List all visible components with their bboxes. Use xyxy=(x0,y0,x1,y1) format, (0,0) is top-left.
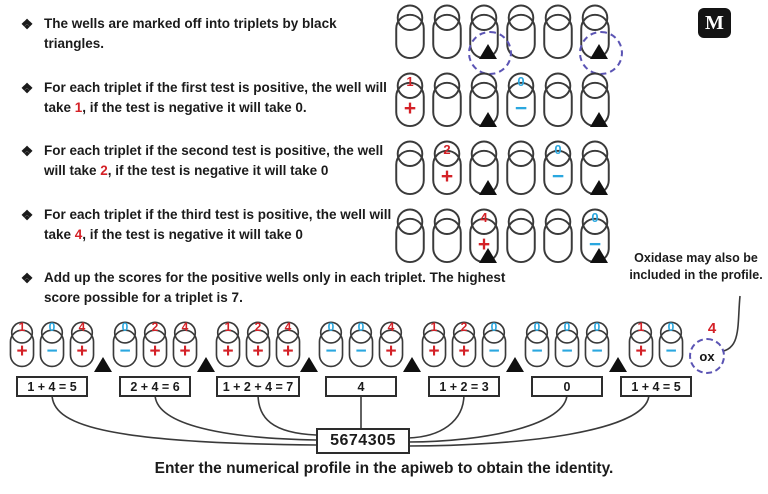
triplet-wells xyxy=(523,318,611,372)
connector-group1 xyxy=(52,394,316,445)
well-score: 0 xyxy=(554,142,562,157)
instruction-text: Add up the scores for the positive wells only in each triplet. The highest score possible for a triplet is 7. xyxy=(44,270,506,306)
triplet-group xyxy=(317,318,405,397)
well-sign: − xyxy=(561,341,573,362)
well-sign: − xyxy=(531,341,543,362)
well-sign: + xyxy=(252,341,264,362)
well-score: 1 xyxy=(406,74,414,89)
test-well xyxy=(347,318,375,372)
connector-group7 xyxy=(408,394,649,446)
test-well xyxy=(111,318,139,372)
test-well xyxy=(317,318,345,372)
demo-row xyxy=(393,140,612,197)
bullet-diamond-icon: ❖ xyxy=(20,79,34,96)
oxidase-score: 4 xyxy=(707,320,717,337)
test-well xyxy=(657,318,685,372)
triplet-group xyxy=(214,318,302,397)
well-score: 4 xyxy=(284,320,292,334)
test-well xyxy=(627,318,655,372)
well-sign: − xyxy=(355,341,367,362)
triplet-wells xyxy=(111,318,199,372)
oxidase-note: Oxidase may also be included in the profile. xyxy=(629,251,763,282)
triplet-sum-box: 4 xyxy=(325,376,397,397)
test-well xyxy=(541,208,575,265)
triplet-marker-triangle xyxy=(300,357,318,372)
test-well xyxy=(541,140,575,197)
demo-row xyxy=(393,208,612,265)
test-well xyxy=(171,318,199,372)
connector-group5 xyxy=(408,394,464,438)
well-shape xyxy=(541,4,575,61)
well-shape xyxy=(393,4,427,61)
well-sign: + xyxy=(282,341,294,362)
test-well xyxy=(553,318,581,372)
triplet-sum-box: 1 + 4 = 5 xyxy=(620,376,692,397)
test-well xyxy=(583,318,611,372)
well-score: 4 xyxy=(480,210,488,225)
bullet-diamond-icon: ❖ xyxy=(20,270,34,286)
well-sign: + xyxy=(16,341,28,362)
well-sign: + xyxy=(477,233,491,256)
instruction-text: For each triplet if the first test is positive, the well will take 1, if the test is negative it will take 0. xyxy=(44,79,387,115)
well-sign: − xyxy=(591,341,603,362)
well-shape xyxy=(504,140,538,197)
triplet-group xyxy=(420,318,508,397)
score-highlight: 2 xyxy=(100,163,108,179)
well-score: 0 xyxy=(563,320,571,334)
triplet-group xyxy=(8,318,96,397)
well-sign: + xyxy=(428,341,440,362)
test-well xyxy=(8,318,36,372)
well-score: 0 xyxy=(667,320,675,334)
well-score: 4 xyxy=(387,320,395,334)
test-well xyxy=(430,72,464,129)
well-sign: − xyxy=(488,341,500,362)
triplet-group xyxy=(111,318,199,397)
dashed-circle-highlight xyxy=(579,31,623,75)
test-well xyxy=(274,318,302,372)
well-shape xyxy=(393,140,427,197)
connector-group2 xyxy=(155,394,316,440)
well-shape xyxy=(504,208,538,265)
test-well xyxy=(244,318,272,372)
triplet-marker-triangle xyxy=(479,112,497,127)
test-well xyxy=(393,72,427,129)
test-well xyxy=(480,318,508,372)
well-score: 1 xyxy=(18,320,26,334)
well-score: 2 xyxy=(151,320,159,334)
well-sign: − xyxy=(325,341,337,362)
demo-row xyxy=(393,72,612,129)
triplet-marker-triangle xyxy=(94,357,112,372)
test-well xyxy=(393,208,427,265)
well-sign: + xyxy=(458,341,470,362)
test-well xyxy=(541,4,575,61)
triplet-group xyxy=(523,318,611,397)
well-shape xyxy=(430,4,464,61)
well-shape xyxy=(541,72,575,129)
well-score: 2 xyxy=(443,142,451,157)
well-sign: + xyxy=(440,165,454,188)
oxidase-well xyxy=(687,318,731,375)
well-score: 0 xyxy=(121,320,129,334)
well-score: 0 xyxy=(517,74,525,89)
bullet-diamond-icon: ❖ xyxy=(20,16,34,32)
triplet-sum-box: 1 + 2 + 4 = 7 xyxy=(216,376,301,397)
well-score: 1 xyxy=(430,320,438,334)
triplet-sum-box: 1 + 4 = 5 xyxy=(16,376,88,397)
test-well xyxy=(214,318,242,372)
triplet-marker-triangle xyxy=(590,180,608,195)
triplet-group xyxy=(620,318,717,397)
instruction-text: For each triplet if the third test is positive, the well will take 4, if the test is negative it will take 0 xyxy=(44,206,392,242)
connector-group3 xyxy=(258,394,316,435)
instruction-text: The wells are marked off into triplets by black triangles. xyxy=(44,16,337,52)
well-score: 0 xyxy=(327,320,335,334)
triplet-marker-triangle xyxy=(506,357,524,372)
well-sign: − xyxy=(588,233,602,256)
test-well xyxy=(504,140,538,197)
demo-row xyxy=(393,4,612,61)
well-sign: − xyxy=(514,97,528,120)
well-sign: + xyxy=(149,341,161,362)
well-score: 0 xyxy=(591,210,599,225)
well-score: 2 xyxy=(460,320,468,334)
test-well xyxy=(393,4,427,61)
profile-code-box: 5674305 xyxy=(316,428,410,454)
instruction-text: For each triplet if the second test is positive, the well will take 2, if the test is negative it will take 0 xyxy=(44,143,384,179)
triplet-marker-triangle xyxy=(403,357,421,372)
test-well xyxy=(430,208,464,265)
test-well xyxy=(420,318,448,372)
well-shape xyxy=(430,72,464,129)
well-score: 0 xyxy=(48,320,56,334)
bullet-diamond-icon: ❖ xyxy=(20,143,34,159)
well-sign: − xyxy=(551,165,565,188)
triplet-marker-triangle xyxy=(197,357,215,372)
triplet-wells xyxy=(627,318,717,372)
well-score: 0 xyxy=(357,320,365,334)
test-well xyxy=(68,318,96,372)
well-sign: + xyxy=(76,341,88,362)
dashed-circle-highlight xyxy=(468,31,512,75)
score-highlight: 4 xyxy=(74,226,83,242)
triplet-wells xyxy=(420,318,508,372)
well-sign: + xyxy=(635,341,647,362)
well-shape xyxy=(430,208,464,265)
well-sign: + xyxy=(403,97,417,120)
test-well xyxy=(504,208,538,265)
well-sign: − xyxy=(46,341,58,362)
test-well xyxy=(504,72,538,129)
bullet-diamond-icon: ❖ xyxy=(20,206,34,223)
well-shape xyxy=(541,208,575,265)
score-highlight: 1 xyxy=(74,99,83,115)
footer-instruction: Enter the numerical profile in the apiweb to obtain the identity. xyxy=(154,460,614,477)
triplet-wells xyxy=(317,318,405,372)
test-well xyxy=(523,318,551,372)
well-score: 0 xyxy=(593,320,601,334)
well-score: 1 xyxy=(224,320,232,334)
oxidase-circle: ox xyxy=(689,338,725,374)
connector-group6 xyxy=(408,394,567,442)
test-well xyxy=(38,318,66,372)
well-sign: + xyxy=(222,341,234,362)
triplet-marker-triangle xyxy=(590,112,608,127)
triplet-wells xyxy=(214,318,302,372)
m-logo-letter: M xyxy=(705,11,724,34)
triplet-marker-triangle xyxy=(479,248,497,263)
test-well xyxy=(430,140,464,197)
well-score: 2 xyxy=(254,320,262,334)
well-sign: + xyxy=(385,341,397,362)
triplet-marker-triangle xyxy=(590,248,608,263)
m-logo xyxy=(698,8,731,38)
test-well xyxy=(541,72,575,129)
triplet-wells xyxy=(8,318,96,372)
demo-strip-rows xyxy=(393,4,612,276)
test-well xyxy=(393,140,427,197)
well-shape xyxy=(393,208,427,265)
test-well xyxy=(430,4,464,61)
test-well xyxy=(377,318,405,372)
well-score: 4 xyxy=(78,320,86,334)
triplet-marker-triangle xyxy=(479,180,497,195)
triplet-sum-box: 2 + 4 = 6 xyxy=(119,376,191,397)
well-score: 0 xyxy=(533,320,541,334)
test-well xyxy=(450,318,478,372)
well-score: 0 xyxy=(490,320,498,334)
well-sign: − xyxy=(665,341,677,362)
well-score: 1 xyxy=(637,320,645,334)
well-sign: − xyxy=(119,341,131,362)
well-sign: + xyxy=(179,341,191,362)
test-well xyxy=(141,318,169,372)
triplet-sum-box: 0 xyxy=(531,376,603,397)
triplet-sum-box: 1 + 2 = 3 xyxy=(428,376,500,397)
well-score: 4 xyxy=(181,320,189,334)
